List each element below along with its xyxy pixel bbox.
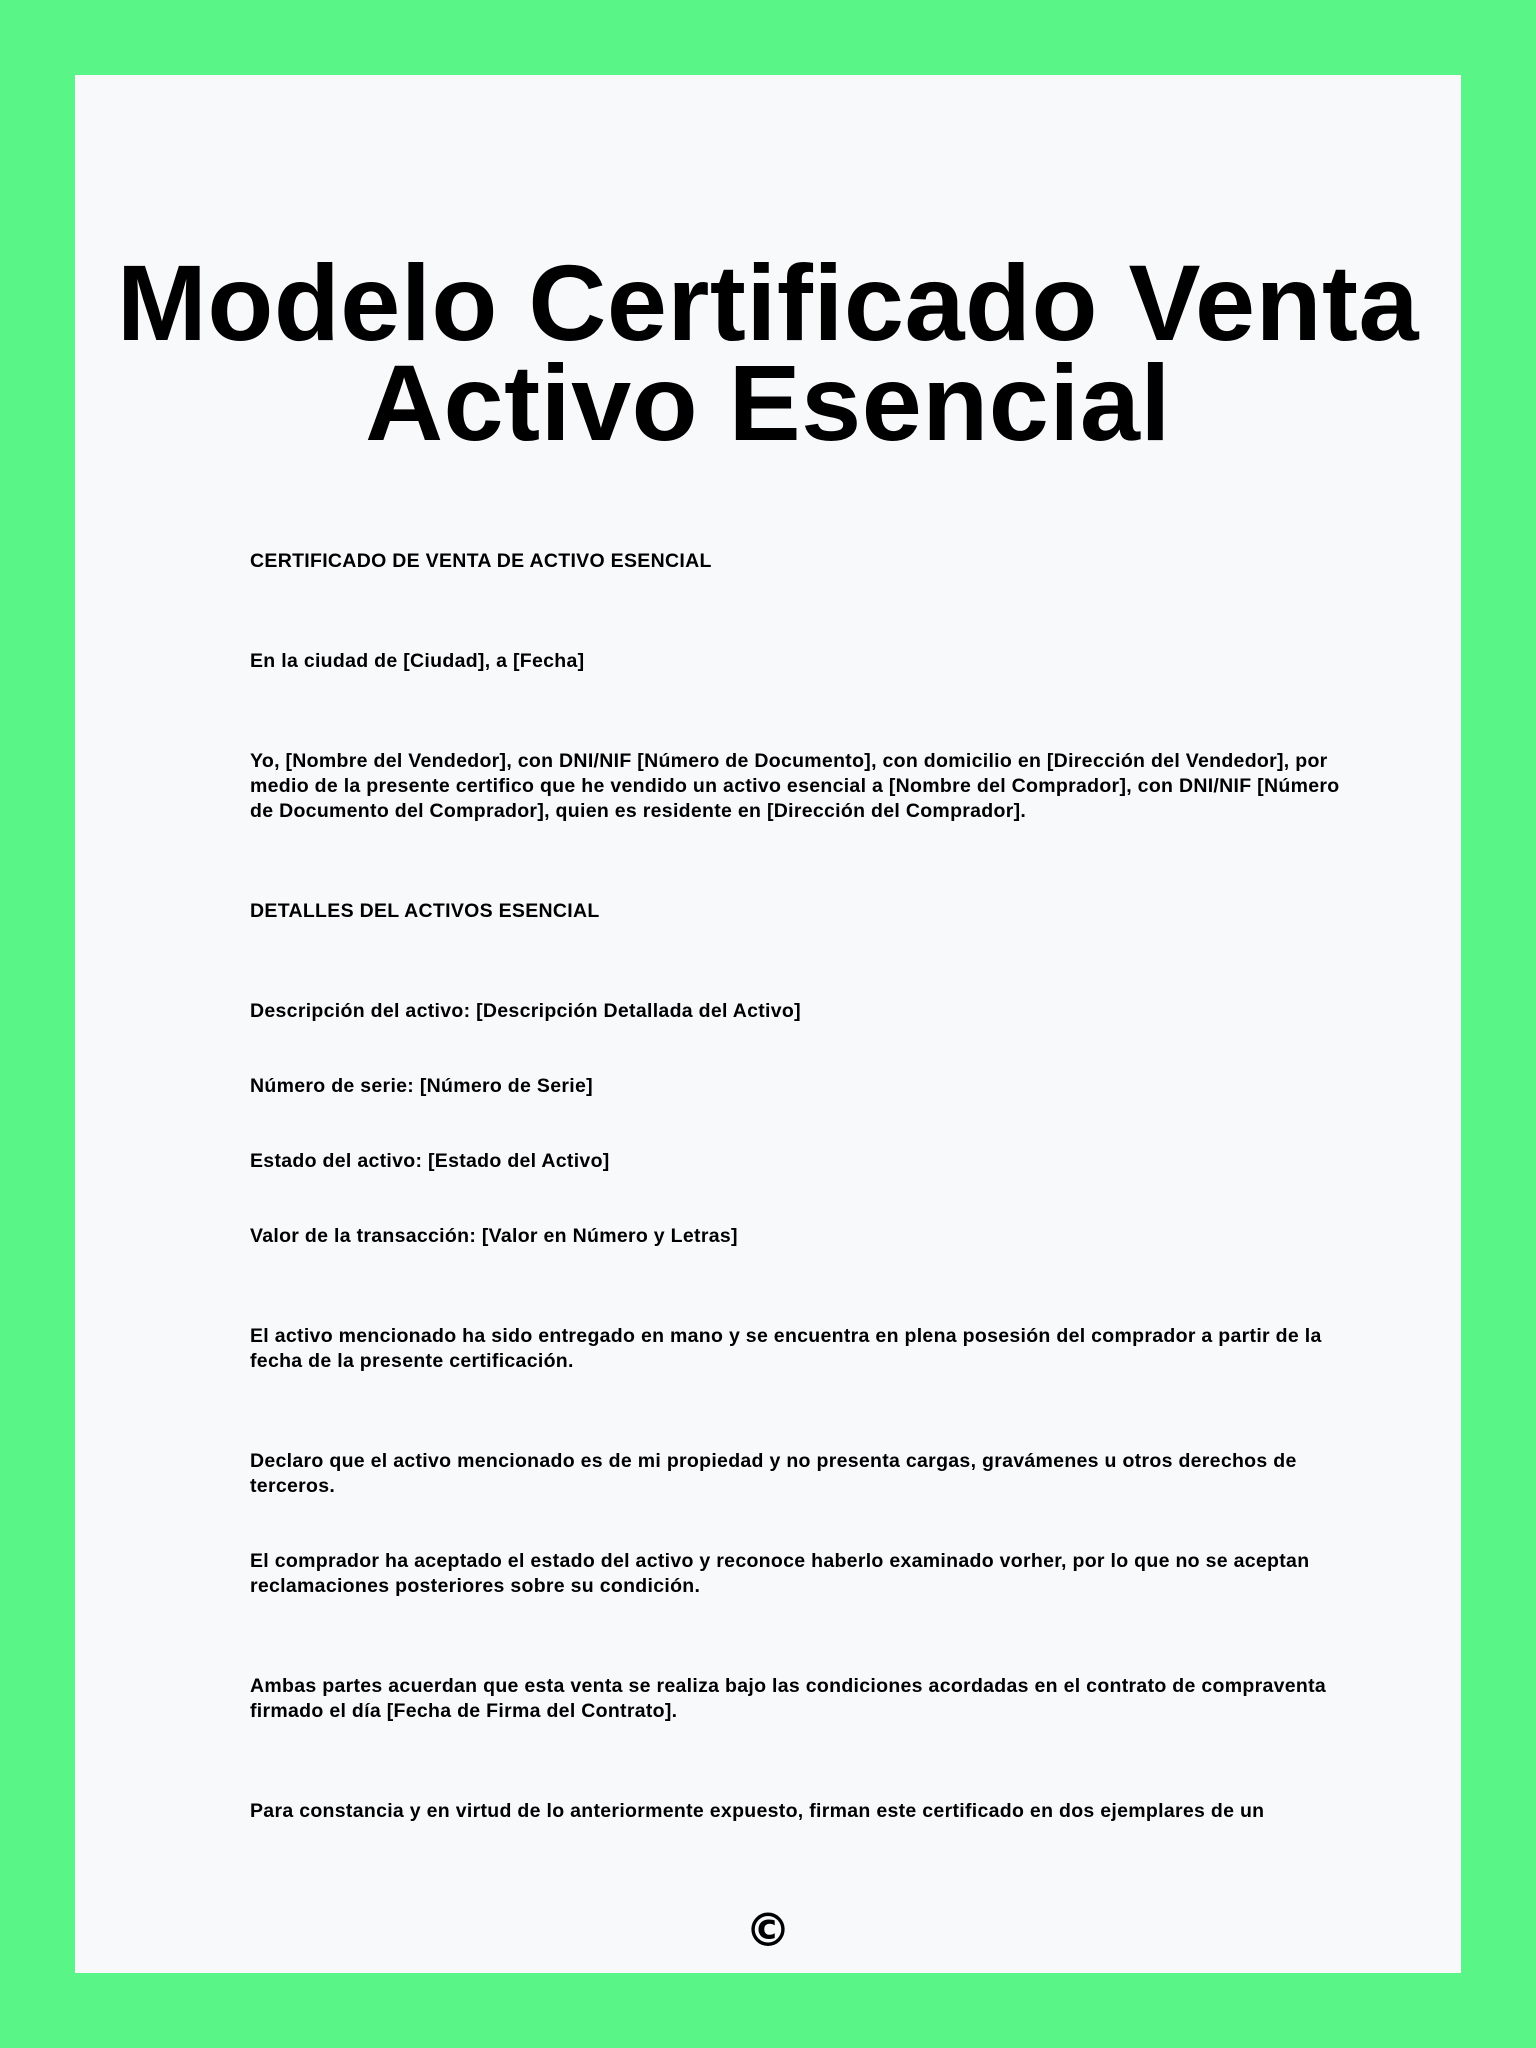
closing-paragraph: Para constancia y en virtud de lo anteriormente expuesto, firman este certificado en dos ejemplares de un bbox=[250, 1800, 1265, 1822]
details-heading: DETALLES DEL ACTIVOS ESENCIAL bbox=[250, 900, 600, 922]
detail-value: Valor de la transacción: [Valor en Número y Letras] bbox=[250, 1225, 738, 1247]
detail-state: Estado del activo: [Estado del Activo] bbox=[250, 1150, 610, 1172]
place-date-line: En la ciudad de [Ciudad], a [Fecha] bbox=[250, 650, 585, 672]
acceptance-paragraph: El comprador ha aceptado el estado del activo y reconoce haberlo examinado vorher, por lo que no se aceptan reclamaciones posteriores sobre su condición. bbox=[250, 1550, 1310, 1597]
title-line-1: Modelo Certificado Venta bbox=[116, 242, 1420, 363]
detail-serial: Número de serie: [Número de Serie] bbox=[250, 1075, 593, 1097]
ownership-paragraph: Declaro que el activo mencionado es de mi propiedad y no presenta cargas, gravámenes u otros derechos de terceros. bbox=[250, 1450, 1297, 1497]
title-line-2: Activo Esencial bbox=[365, 342, 1171, 463]
delivery-paragraph: El activo mencionado ha sido entregado en mano y se encuentra en plena posesión del comprador a partir de la fecha de la presente certificación. bbox=[250, 1325, 1322, 1372]
certificate-heading: CERTIFICADO DE VENTA DE ACTIVO ESENCIAL bbox=[250, 550, 712, 572]
document-page bbox=[75, 75, 1461, 1973]
copyright-icon: © bbox=[745, 1903, 791, 1957]
agreement-paragraph: Ambas partes acuerdan que esta venta se realiza bajo las condiciones acordadas en el contrato de compraventa firmado el día [Fecha de Firma del Contrato]. bbox=[250, 1675, 1327, 1722]
detail-description: Descripción del activo: [Descripción Detallada del Activo] bbox=[250, 1000, 801, 1022]
document-title bbox=[75, 242, 1461, 463]
seller-statement: Yo, [Nombre del Vendedor], con DNI/NIF [Número de Documento], con domicilio en [Dirección del Vendedor], por medio de la presente certifico que he vendido un activo esencial a [Nombre del Comprador], con DNI/NIF [Número de Documento del Comprador], quien es residente en [Dirección del Comprador]. bbox=[250, 750, 1340, 822]
